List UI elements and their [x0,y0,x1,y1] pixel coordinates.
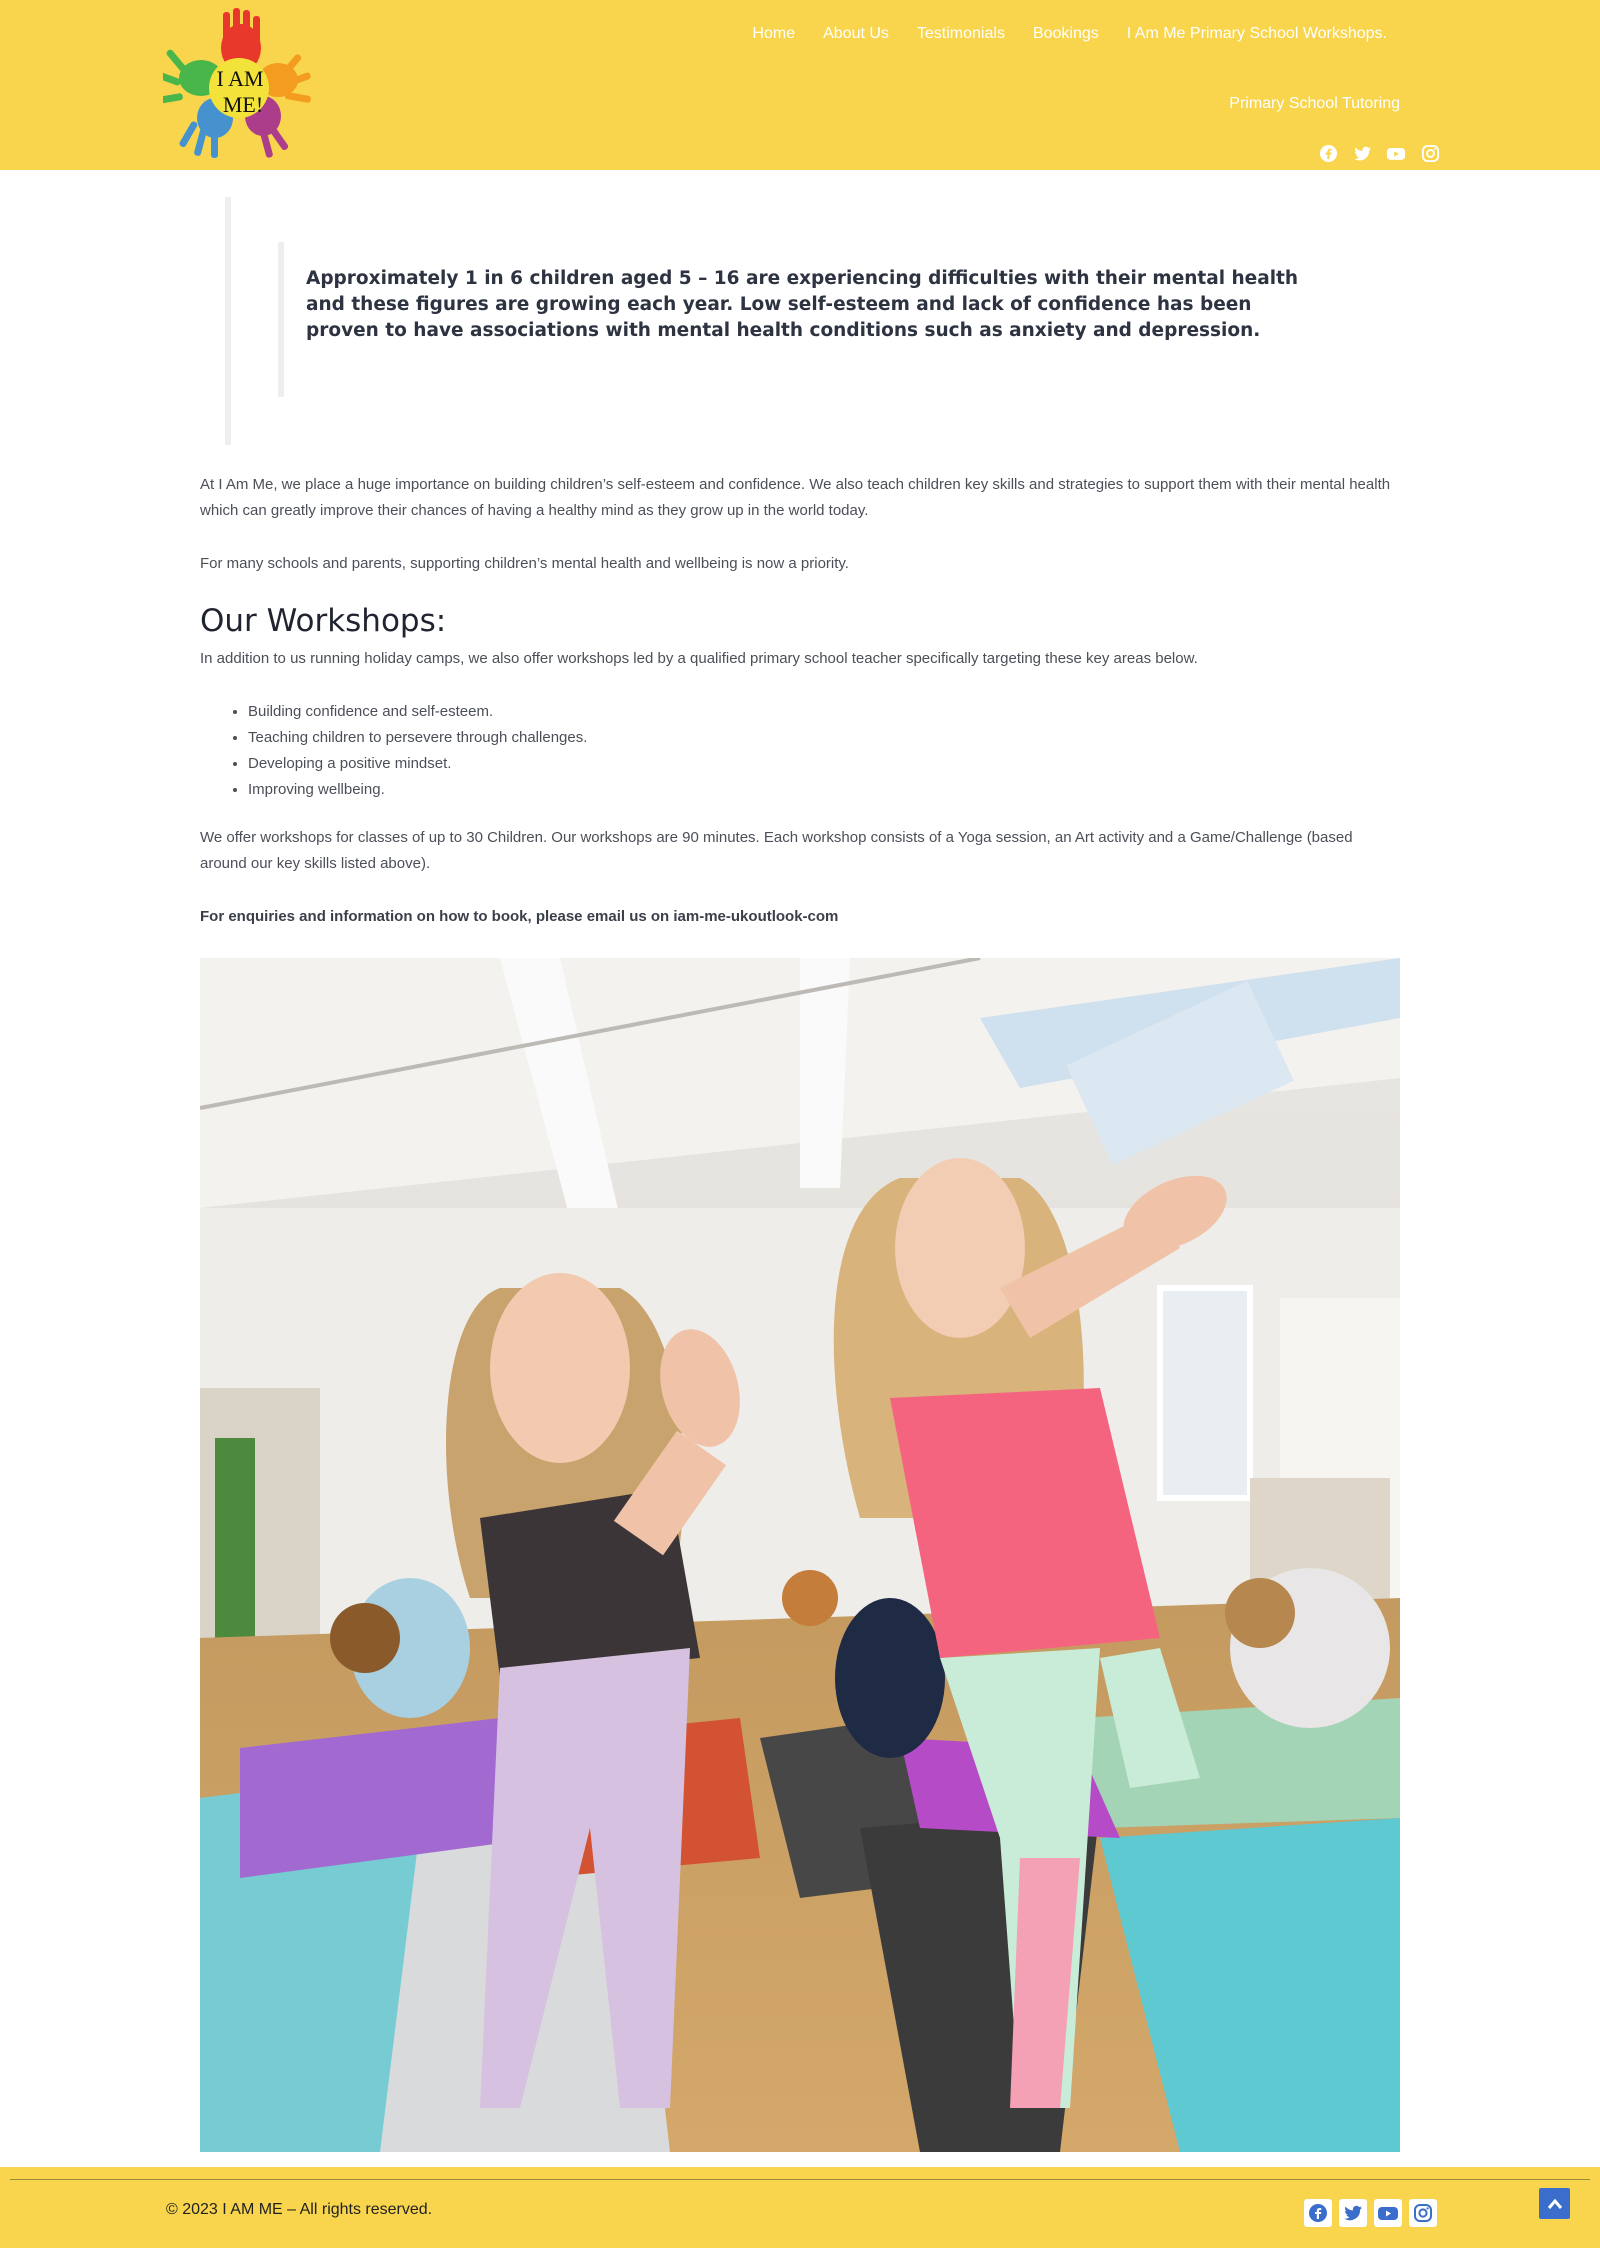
nav-home[interactable]: Home [752,25,796,42]
nav-bookings[interactable]: Bookings [1032,25,1099,42]
list-item: • Teaching children to persevere through challenges. [248,725,587,751]
intro-paragraph: At I Am Me, we place a huge importance on building children’s self-esteem and confidence. We also teach children key skills and strategies to support them with their mental health which can greatly improve their chances of having a healthy mind as they grow up in the world today. [200,476,1391,519]
site-logo[interactable] [163,8,318,160]
twitter-icon[interactable] [1339,2199,1367,2227]
priority-paragraph: For many schools and parents, supporting children’s mental health and wellbeing is now a priority. [200,555,849,572]
instagram-icon[interactable] [1420,143,1440,163]
chevron-up-icon [1547,2198,1563,2210]
key-areas-list [248,699,587,803]
twitter-icon[interactable] [1352,143,1372,163]
copyright-text: © 2023 I AM ME – All rights reserved. [166,2201,433,2218]
nav-primary-school-workshops[interactable]: I Am Me Primary School Workshops. [1126,25,1387,42]
youtube-icon[interactable] [1386,143,1406,163]
footer-social-links [1304,2199,1437,2227]
facebook-icon[interactable] [1318,143,1338,163]
logo-text-line1: I AM [216,66,264,91]
enquiries-text: For enquiries and information on how to book, please email us on iam-me-ukoutlook-com [200,908,839,925]
primary-nav-row-2 [1229,92,1400,116]
nav-primary-school-tutoring[interactable]: Primary School Tutoring [1229,95,1400,112]
scroll-to-top-button[interactable] [1539,2188,1570,2219]
workshops-heading: Our Workshops: [200,603,447,639]
youtube-icon[interactable] [1374,2199,1402,2227]
nav-about-us[interactable]: About Us [823,25,889,42]
nav-testimonials[interactable]: Testimonials [916,25,1005,42]
header-social-links [1318,143,1440,163]
list-item: • Developing a positive mindset. [248,751,587,777]
list-item: • Improving wellbeing. [248,777,587,803]
site-header [0,0,1600,170]
workshops-intro: In addition to us running holiday camps, we also offer workshops led by a qualified primary school teacher specifically targeting these key areas below. [200,650,1198,667]
facebook-icon[interactable] [1304,2199,1332,2227]
primary-nav [738,22,1401,46]
workshop-details: We offer workshops for classes of up to 30 Children. Our workshops are 90 minutes. Each workshop consists of a Yoga session, an Art activity and a Game/Challenge (based around our key skills listed above). [200,829,1353,872]
yoga-workshop-photo [200,958,1400,2152]
footer-divider [10,2179,1590,2180]
mental-health-quote: Approximately 1 in 6 children aged 5 – 16 are experiencing difficulties with their mental health and these figures are growing each year. Low self-esteem and lack of confidence has been proven to have associations with mental health conditions such as anxiety and depression. [306,268,1299,341]
instagram-icon[interactable] [1409,2199,1437,2227]
list-item: • Building confidence and self-esteem. [248,699,587,725]
logo-text-line2: ME! [222,92,264,117]
